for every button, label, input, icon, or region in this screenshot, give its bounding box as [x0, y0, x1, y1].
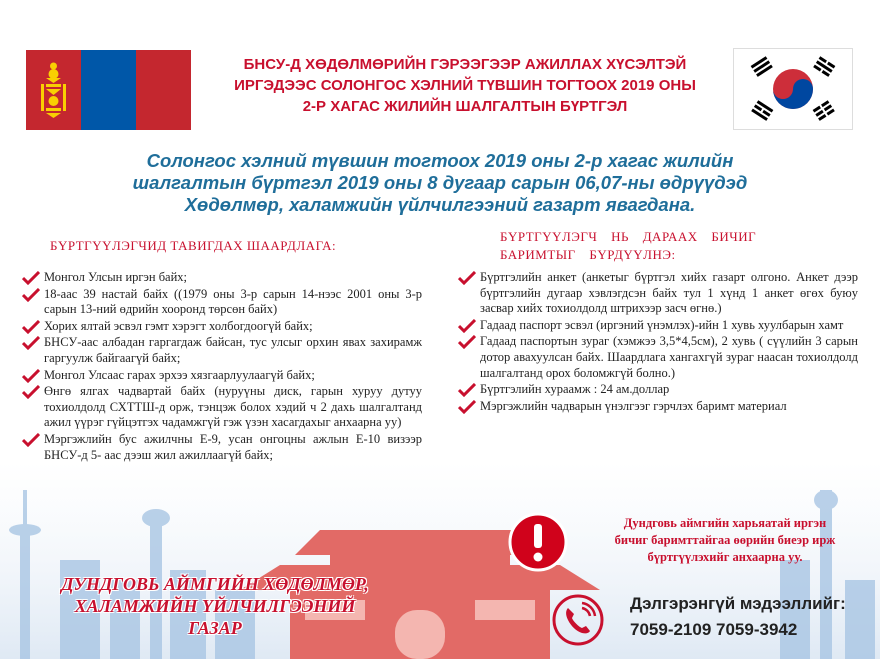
list-item [458, 318, 858, 334]
document-text: Гадаад паспортын зураг (хэмжээ 3,5*4,5см), 2 хувь ( сүүлийн 3 сарын дотор авахуулсан байх. Шаардлага хангахгүй зураг наасан тохиолдолд шалгалтанд орох боломжгүй болно.) [480, 334, 858, 380]
checkmark-icon [22, 385, 40, 399]
requirements-list [22, 270, 422, 464]
title-line: ИРГЭДЭЭС СОЛОНГОС ХЭЛНИЙ ТҮВШИН ТОГТООХ 2019 ОНЫ [234, 77, 696, 94]
checkmark-icon [458, 400, 476, 414]
checkmark-icon [22, 288, 40, 302]
contact-info [552, 590, 872, 652]
org-line: ДУНДГОВЬ АЙМГИЙН ХӨДӨЛМӨР, [61, 574, 369, 594]
requirement-text: 18-аас 39 настай байх ((1979 оны 3-р сарын 14-нээс 2001 оны 3-р сарын 13-ний өдрийн хооронд төрсөн байх) [44, 286, 422, 317]
requirement-text: Мэргэжлийн бус ажилчны Е-9, усан онгоцны ажлын Е-10 визээр БНСУ-д 5- аас дээш жил ажиллаагүй байх; [44, 431, 422, 462]
document-text: Бүртгэлийн анкет (анкетыг бүртгэл хийх газарт олгоно. Анкет дээр бүртгэлийн дугаар хэвлэгдсэн байх тул 1 хүнд 1 анкет өгөх буюу засвар хийх тохиолдолд штрихээр засч өгнө.) [480, 270, 858, 316]
list-item [22, 270, 422, 286]
list-item [22, 384, 422, 431]
notice-line: бичиг баримттайгаа өөрийн биеэр ирж [614, 533, 836, 547]
title-line: 2-Р ХАГАС ЖИЛИЙН ШАЛГАЛТЫН БҮРТГЭЛ [302, 98, 628, 115]
document-text: Бүртгэлийн хураамж : 24 ам.доллар [480, 382, 670, 397]
requirement-text: Монгол Улсын иргэн байх; [44, 270, 188, 284]
poster-title [200, 54, 730, 117]
organization-name [40, 573, 390, 639]
list-item [458, 270, 858, 317]
checkmark-icon [22, 320, 40, 334]
documents-heading: БҮРТГҮҮЛЭГЧ НЬ ДАРААХ БИЧИГ БАРИМТЫГ БҮРДҮҮЛНЭ: [500, 229, 757, 262]
checkmark-icon [458, 383, 476, 397]
mongolia-flag [26, 50, 191, 130]
poster-subtitle [70, 150, 810, 216]
subtitle-line: Хөдөлмөр, халамжийн үйлчилгээний газарт явагдана. [184, 194, 696, 215]
contact-label: Дэлгэрэнгүй мэдээллийг: [630, 594, 846, 613]
south-korea-flag [733, 48, 853, 130]
requirements-heading: БҮРТГҮҮЛЭГЧИД ТАВИГДАХ ШААРДЛАГА: [50, 238, 337, 253]
subtitle-line: шалгалтын бүртгэл 2019 оны 8 дугаар сарын 06,07-ны өдрүүдэд [132, 172, 748, 193]
list-item [22, 319, 422, 335]
requirement-text: Хорих ялтай эсвэл гэмт хэрэгт холбогдоогүй байх; [44, 318, 313, 333]
contact-phones: 7059-2109 7059-3942 [630, 620, 798, 639]
list-item [458, 334, 858, 381]
checkmark-icon [458, 319, 476, 333]
list-item [22, 368, 422, 384]
checkmark-icon [22, 271, 40, 285]
notice-line: бүртгүүлэхийг анхаарна уу. [647, 550, 803, 564]
requirement-text: Өнгө ялгах чадвартай байх (нуруүны диск, гарын хуруу дутуу тохиолдолд СХТТШ-д орж, тэнцэж болох хэдий ч 2 дахь шалгалтанд ажил үүрэг гүйцэтгэх чадамжгүй гэж үзэн хасагдахыг анхаарна уу) [44, 384, 422, 430]
checkmark-icon [458, 335, 476, 349]
checkmark-icon [22, 433, 40, 447]
document-text: Гадаад паспорт эсвэл (иргэний үнэмлэх)-ийн 1 хувь хуулбарын хамт [480, 317, 844, 332]
list-item [458, 399, 858, 415]
notice-line: Дундговь аймгийн харьяатай иргэн [623, 516, 827, 530]
list-item [22, 335, 422, 366]
document-text: Мэргэжлийн чадварын үнэлгээг гэрчлэх баримт материал [480, 398, 787, 413]
checkmark-icon [22, 369, 40, 383]
list-item [22, 432, 422, 463]
exclamation-icon [508, 512, 568, 572]
org-line: ХАЛАМЖИЙН ҮЙЛЧИЛГЭЭНИЙ [74, 596, 356, 616]
requirement-text: БНСУ-аас албадан гаргагдаж байсан, тус улсыг орхин явах захирамж гаргуулж байгаагүй байх; [44, 335, 422, 365]
documents-list [458, 270, 858, 415]
soyombo-icon [40, 60, 67, 120]
requirement-text: Монгол Улсаас гарах эрхээ хязгаарлуулаагүй байх; [44, 367, 315, 382]
list-item [22, 287, 422, 318]
phone-icon [552, 594, 604, 646]
title-line: БНСУ-Д ХӨДӨЛМӨРИЙН ГЭРЭЭГЭЭР АЖИЛЛАХ ХҮСЭЛТЭЙ [243, 56, 687, 73]
subtitle-line: Солонгос хэлний түвшин тогтоох 2019 оны 2-р хагас жилийн [146, 150, 734, 171]
org-line: ГАЗАР [188, 618, 242, 638]
list-item [458, 382, 858, 398]
checkmark-icon [22, 336, 40, 350]
checkmark-icon [458, 271, 476, 285]
notice-text [580, 515, 870, 566]
